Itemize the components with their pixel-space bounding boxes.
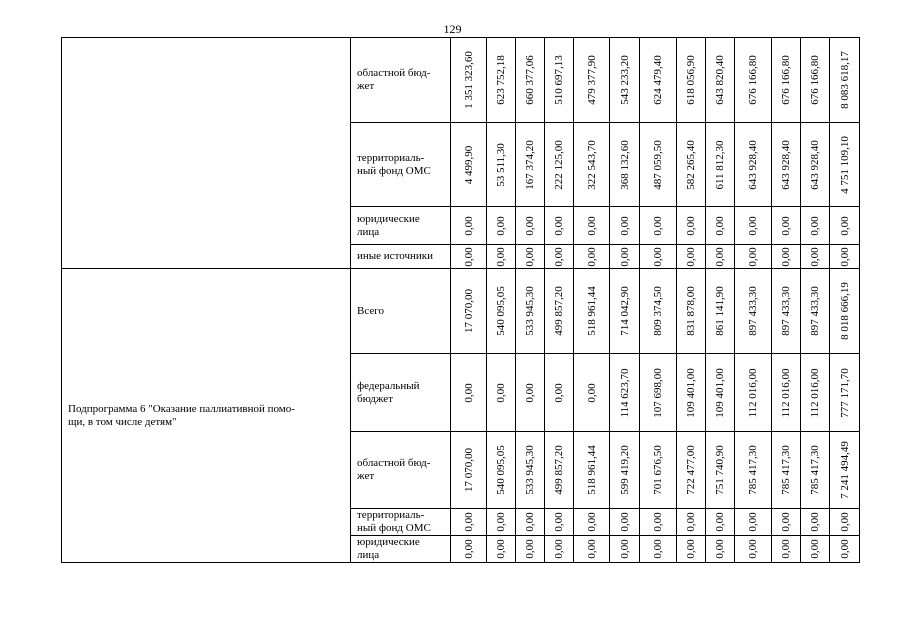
value-text: 499 857,20 [553, 286, 565, 336]
value-text: 533 945,30 [524, 286, 536, 336]
value-text: 0,00 [495, 539, 507, 559]
value-text: 0,00 [585, 246, 598, 267]
value-cell [830, 354, 860, 432]
value-cell [706, 38, 735, 123]
value-text: 0,00 [747, 215, 759, 236]
value-cell [574, 509, 610, 536]
value-cell [487, 245, 516, 269]
value-cell [610, 207, 640, 245]
value-text: 533 945,30 [524, 445, 536, 495]
value-text: 0,00 [495, 382, 507, 403]
value-cell [735, 536, 772, 563]
value-cell [574, 536, 610, 563]
value-text: 643 928,40 [780, 139, 792, 190]
value-text: 861 141,90 [714, 286, 726, 336]
value-text: 0,00 [809, 246, 821, 267]
funding-source-cell: областной бюд- жет [351, 38, 451, 123]
value-text: 599 419,20 [618, 445, 631, 495]
value-text: 0,00 [553, 246, 565, 267]
value-cell [640, 38, 677, 123]
value-cell [451, 432, 487, 509]
value-cell [487, 207, 516, 245]
program-name-cell [62, 38, 351, 269]
value-cell [677, 245, 706, 269]
value-cell [677, 207, 706, 245]
value-text: 0,00 [780, 512, 792, 532]
value-text: 0,00 [524, 215, 536, 236]
value-text: 714 042,90 [618, 286, 631, 336]
value-text: 624 479,40 [652, 55, 664, 105]
value-cell [772, 245, 801, 269]
value-text: 785 417,30 [747, 445, 759, 495]
value-cell [801, 536, 830, 563]
value-cell [451, 269, 487, 354]
value-text: 0,00 [524, 512, 536, 532]
value-cell [735, 207, 772, 245]
value-cell [677, 509, 706, 536]
value-text: 4 751 109,10 [838, 135, 851, 194]
value-cell [640, 207, 677, 245]
value-cell [677, 536, 706, 563]
value-cell [574, 123, 610, 207]
value-text: 623 752,18 [495, 55, 507, 105]
value-cell [451, 509, 487, 536]
value-cell [487, 269, 516, 354]
value-text: 0,00 [462, 539, 475, 559]
value-text: 0,00 [553, 382, 565, 403]
value-cell [772, 354, 801, 432]
value-text: 643 928,40 [747, 139, 759, 190]
value-text: 722 477,00 [685, 445, 697, 495]
value-text: 0,00 [495, 215, 507, 236]
value-cell [772, 269, 801, 354]
value-text: 0,00 [714, 215, 726, 236]
value-text: 0,00 [652, 246, 664, 267]
value-cell [516, 509, 545, 536]
value-cell [574, 269, 610, 354]
value-text: 487 059,50 [652, 139, 664, 190]
funding-source-cell: юридические лица [351, 207, 451, 245]
value-text: 0,00 [780, 246, 792, 267]
value-cell [706, 123, 735, 207]
value-cell [830, 509, 860, 536]
value-cell [640, 509, 677, 536]
value-text: 112 016,00 [747, 367, 759, 418]
value-text: 0,00 [809, 512, 821, 532]
value-cell [487, 509, 516, 536]
value-text: 0,00 [685, 246, 697, 267]
value-cell [735, 354, 772, 432]
value-text: 0,00 [838, 246, 851, 267]
value-cell [801, 509, 830, 536]
value-cell [487, 38, 516, 123]
value-text: 518 961,44 [585, 286, 598, 336]
value-cell [830, 269, 860, 354]
value-cell [545, 536, 574, 563]
value-text: 0,00 [495, 512, 507, 532]
value-cell [706, 354, 735, 432]
value-cell [706, 536, 735, 563]
value-cell [451, 354, 487, 432]
value-cell [706, 245, 735, 269]
value-cell [801, 207, 830, 245]
value-cell [830, 432, 860, 509]
value-text: 107 698,00 [652, 367, 664, 418]
value-cell [706, 432, 735, 509]
value-cell [772, 509, 801, 536]
value-text: 0,00 [685, 512, 697, 532]
value-text: 0,00 [809, 215, 821, 236]
value-cell [574, 207, 610, 245]
value-cell [610, 509, 640, 536]
value-cell [772, 123, 801, 207]
value-cell [516, 269, 545, 354]
value-text: 777 171,70 [838, 367, 851, 418]
value-text: 0,00 [618, 512, 631, 532]
value-text: 540 095,05 [495, 286, 507, 336]
value-text: 0,00 [585, 539, 598, 559]
value-text: 0,00 [618, 539, 631, 559]
value-cell [801, 245, 830, 269]
value-text: 53 511,30 [495, 142, 507, 187]
value-cell [545, 123, 574, 207]
value-text: 0,00 [585, 382, 598, 403]
value-cell [451, 207, 487, 245]
funding-source-cell: Всего [351, 269, 451, 354]
value-cell [610, 269, 640, 354]
program-name-cell: Подпрограмма 6 "Оказание паллиативной помо- щи, в том числе детям" [62, 269, 351, 563]
value-cell [801, 123, 830, 207]
value-text: 114 623,70 [618, 367, 631, 418]
value-cell [610, 432, 640, 509]
value-cell [677, 354, 706, 432]
value-cell [640, 354, 677, 432]
value-cell [545, 207, 574, 245]
value-text: 0,00 [462, 215, 475, 236]
value-text: 543 233,20 [618, 55, 631, 105]
table-row [62, 269, 860, 354]
value-text: 368 132,60 [618, 139, 631, 190]
value-text: 0,00 [652, 512, 664, 532]
value-text: 0,00 [685, 539, 697, 559]
value-text: 643 928,40 [809, 139, 821, 190]
value-cell [451, 123, 487, 207]
value-cell [516, 354, 545, 432]
value-text: 8 083 618,17 [838, 51, 851, 109]
value-text: 109 401,00 [714, 367, 726, 418]
value-cell [772, 38, 801, 123]
value-text: 0,00 [652, 215, 664, 236]
value-text: 0,00 [714, 539, 726, 559]
value-text: 0,00 [747, 539, 759, 559]
value-text: 499 857,20 [553, 445, 565, 495]
value-text: 0,00 [838, 539, 851, 559]
value-text: 831 878,00 [685, 286, 697, 336]
value-cell [735, 123, 772, 207]
value-text: 0,00 [838, 512, 851, 532]
value-text: 897 433,30 [780, 286, 792, 336]
value-cell [451, 245, 487, 269]
value-cell [830, 123, 860, 207]
value-cell [772, 536, 801, 563]
value-text: 0,00 [524, 246, 536, 267]
value-cell [610, 354, 640, 432]
value-text: 0,00 [553, 539, 565, 559]
value-cell [516, 207, 545, 245]
value-text: 479 377,90 [585, 55, 598, 105]
value-text: 0,00 [462, 246, 475, 267]
funding-source-cell: иные источники [351, 245, 451, 269]
value-cell [487, 432, 516, 509]
value-text: 785 417,30 [809, 445, 821, 495]
value-cell [801, 38, 830, 123]
value-text: 0,00 [585, 512, 598, 532]
value-cell [801, 432, 830, 509]
value-text: 618 056,90 [685, 55, 697, 105]
value-text: 0,00 [685, 215, 697, 236]
value-text: 0,00 [809, 539, 821, 559]
value-cell [574, 38, 610, 123]
value-text: 0,00 [524, 539, 536, 559]
value-text: 1 351 323,60 [462, 51, 475, 109]
value-cell [574, 245, 610, 269]
value-cell [735, 245, 772, 269]
value-cell [677, 123, 706, 207]
value-text: 540 095,05 [495, 445, 507, 495]
value-text: 582 265,40 [685, 139, 697, 190]
value-cell [735, 509, 772, 536]
value-text: 897 433,30 [747, 286, 759, 336]
value-text: 785 417,30 [780, 445, 792, 495]
value-text: 0,00 [553, 215, 565, 236]
value-text: 8 018 666,19 [838, 282, 851, 340]
value-cell [610, 245, 640, 269]
value-text: 109 401,00 [685, 367, 697, 418]
value-cell [451, 536, 487, 563]
value-cell [545, 432, 574, 509]
value-cell [801, 269, 830, 354]
value-text: 660 377,06 [524, 55, 536, 105]
financing-table [61, 37, 860, 563]
value-text: 701 676,50 [652, 445, 664, 495]
value-text: 0,00 [618, 215, 631, 236]
value-cell [677, 432, 706, 509]
value-text: 222 125,00 [553, 139, 565, 190]
value-cell [640, 269, 677, 354]
value-cell [640, 123, 677, 207]
value-text: 676 166,80 [809, 55, 821, 105]
funding-source-cell: территориаль- ный фонд ОМС [351, 509, 451, 536]
value-text: 0,00 [780, 215, 792, 236]
value-cell [487, 123, 516, 207]
value-text: 0,00 [747, 512, 759, 532]
value-cell [545, 509, 574, 536]
value-cell [677, 38, 706, 123]
value-text: 643 820,40 [714, 55, 726, 105]
value-cell [640, 245, 677, 269]
value-cell [545, 245, 574, 269]
value-text: 0,00 [780, 539, 792, 559]
value-cell [516, 38, 545, 123]
value-cell [487, 354, 516, 432]
value-cell [735, 432, 772, 509]
value-cell [706, 207, 735, 245]
value-text: 7 241 494,49 [838, 441, 851, 499]
value-cell [516, 245, 545, 269]
value-text: 0,00 [714, 512, 726, 532]
value-cell [574, 432, 610, 509]
value-cell [545, 354, 574, 432]
value-cell [610, 38, 640, 123]
value-text: 112 016,00 [809, 367, 821, 418]
value-text: 0,00 [553, 512, 565, 532]
value-cell [610, 536, 640, 563]
value-cell [830, 38, 860, 123]
value-text: 510 697,13 [553, 55, 565, 105]
value-cell [610, 123, 640, 207]
value-cell [677, 269, 706, 354]
value-cell [706, 509, 735, 536]
value-text: 0,00 [462, 382, 475, 403]
value-text: 897 433,30 [809, 286, 821, 336]
value-text: 0,00 [462, 512, 475, 532]
value-text: 611 812,30 [714, 139, 726, 190]
value-text: 17 070,00 [462, 448, 475, 492]
value-text: 4 499,90 [462, 145, 475, 184]
value-text: 676 166,80 [747, 55, 759, 105]
value-cell [516, 432, 545, 509]
value-cell [640, 536, 677, 563]
value-text: 676 166,80 [780, 55, 792, 105]
funding-source-cell: территориаль- ный фонд ОМС [351, 123, 451, 207]
value-text: 0,00 [585, 215, 598, 236]
funding-source-cell: федеральный бюджет [351, 354, 451, 432]
value-cell [706, 269, 735, 354]
value-cell [516, 536, 545, 563]
value-text: 0,00 [838, 215, 851, 236]
page-number: 129 [443, 22, 462, 36]
funding-source-cell: юридические лица [351, 536, 451, 563]
value-cell [574, 354, 610, 432]
value-cell [545, 269, 574, 354]
value-cell [830, 207, 860, 245]
value-cell [640, 432, 677, 509]
value-cell [772, 432, 801, 509]
value-cell [772, 207, 801, 245]
value-text: 17 070,00 [462, 289, 475, 333]
value-text: 809 374,50 [652, 286, 664, 336]
value-text: 0,00 [618, 246, 631, 267]
value-text: 0,00 [747, 246, 759, 267]
value-text: 0,00 [652, 539, 664, 559]
value-text: 518 961,44 [585, 445, 598, 495]
value-text: 167 374,20 [524, 139, 536, 190]
value-cell [487, 536, 516, 563]
value-cell [516, 123, 545, 207]
value-text: 751 740,90 [714, 445, 726, 495]
value-cell [451, 38, 487, 123]
value-text: 112 016,00 [780, 367, 792, 418]
funding-source-cell: областной бюд- жет [351, 432, 451, 509]
value-cell [830, 245, 860, 269]
value-text: 322 543,70 [585, 139, 598, 190]
table-row [62, 38, 860, 123]
value-cell [830, 536, 860, 563]
value-text: 0,00 [714, 246, 726, 267]
value-text: 0,00 [495, 246, 507, 267]
value-cell [735, 38, 772, 123]
value-text: 0,00 [524, 382, 536, 403]
value-cell [801, 354, 830, 432]
value-cell [735, 269, 772, 354]
value-cell [545, 38, 574, 123]
